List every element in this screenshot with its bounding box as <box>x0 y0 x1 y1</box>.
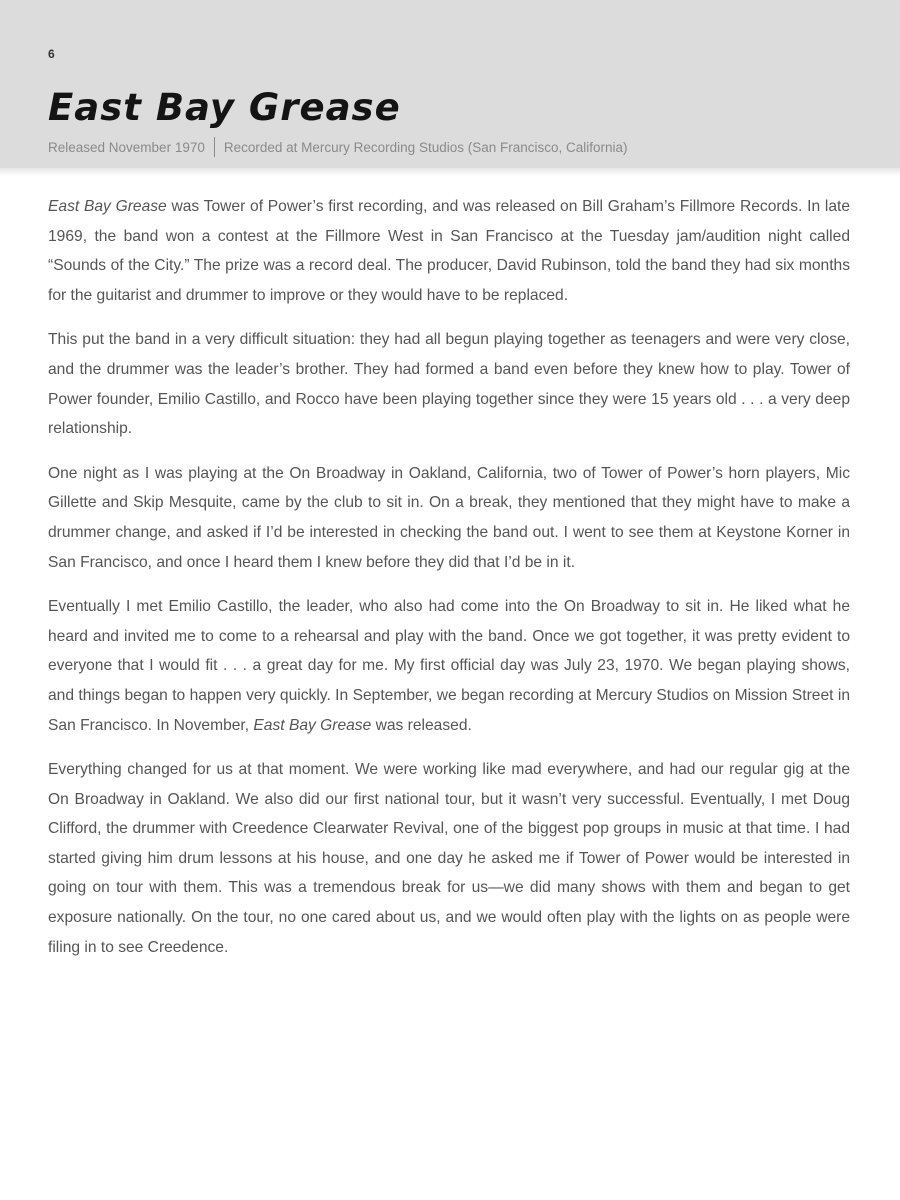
paragraph-4-text-end: was released. <box>371 716 472 734</box>
paragraph-1-text: was Tower of Power’s first recording, and was released on Bill Graham’s Fillmore Records. In late 1969, the band won a contest at the Fillmore West in San Francisco at the Tuesday jam/audition night called “Sounds of the City.” The prize was a record deal. The producer, David Rubinson, told the band they had six months for the guitarist and drummer to improve or they would have to be replaced. <box>48 198 851 304</box>
chapter-title: East Bay Grease <box>48 86 401 129</box>
paragraph-3: One night as I was playing at the On Broadway in Oakland, California, two of Tower of Power’s horn players, Mic Gillette and Skip Mesquite, came by the club to sit in. On a break, they mentioned that they might have to make a drummer change, and asked if I’d be interested in checking the band out. I went to see them at Keystone Korner in San Francisco, and once I heard them I knew before they did that I’d be in it. <box>48 464 850 571</box>
album-title-italic: East Bay Grease <box>48 198 167 215</box>
paragraph-4 <box>48 592 850 740</box>
paragraph-5: Everything changed for us at that moment. We were working like mad everywhere, and had our regular gig at the On Broadway in Oakland. We also did our first national tour, but it wasn’t very successful. Eventually, I met Doug Clifford, the drummer with Creedence Clearwater Revival, one of the biggest pop groups in music at that time. I had started giving him drum lessons at his house, and one day he asked me if Tower of Power would be interested in going on tour with them. This was a tremendous break for us—we did many shows with them and began to get exposure nationally. On the tour, no one cared about us, and we would often play with the lights on as people were filing in to see Creedence. <box>48 761 850 956</box>
info-divider <box>214 137 215 157</box>
paragraph-2: This put the band in a very difficult situation: they had all begun playing together as teenagers and were very close, and the drummer was the leader’s brother. They had formed a band even before they knew how to play. Tower of Power founder, Emilio Castillo, and Rocco have been playing together since they were 15 years old . . . a very deep relationship. <box>48 331 850 438</box>
recording-location: Recorded at Mercury Recording Studios (San Francisco, California) <box>223 140 628 155</box>
page-number: 6 <box>48 47 55 61</box>
paragraph-4-text: Eventually I met Emilio Castillo, the leader, who also had come into the On Broadway to sit in. He liked what he heard and invited me to come to a rehearsal and play with the band. Once we got together, it was pretty evident to everyone that I would fit . . . a great day for me. My first official day was July 23, 1970. We began playing shows, and things began to happen very quickly. In September, we began recording at Mercury Studios on Mission Street in San Francisco. In November, <box>48 598 850 734</box>
release-info <box>48 137 628 157</box>
body-text <box>48 192 850 977</box>
album-title-italic: East Bay Grease <box>253 716 372 734</box>
paragraph-1 <box>48 192 850 310</box>
release-date: Released November 1970 <box>48 140 205 155</box>
chapter-header-band <box>0 0 900 168</box>
